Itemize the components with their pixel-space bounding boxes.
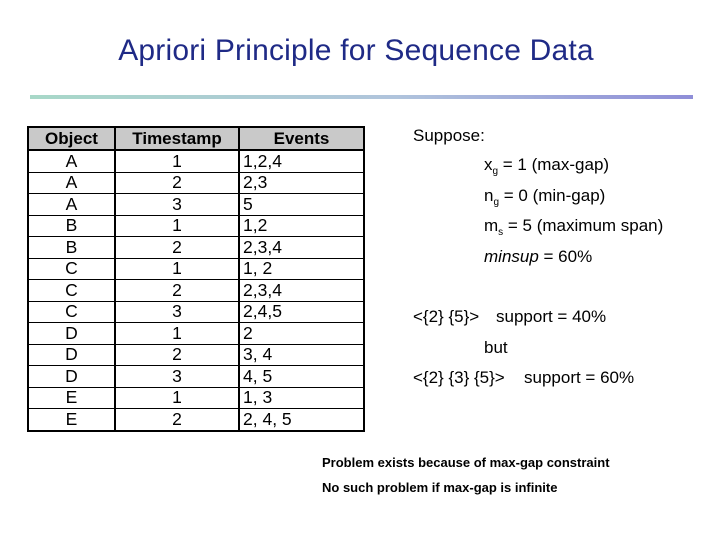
table-row <box>28 280 364 302</box>
cell-events: 2,3,4 <box>239 237 364 259</box>
sequence-table <box>27 126 365 432</box>
cell-timestamp: 2 <box>115 237 239 259</box>
cell-events: 2,3,4 <box>239 280 364 302</box>
cell-events: 3, 4 <box>239 344 364 366</box>
cell-object: C <box>28 280 115 302</box>
cell-object: B <box>28 237 115 259</box>
cell-timestamp: 3 <box>115 194 239 216</box>
table-row <box>28 344 364 366</box>
cell-timestamp: 2 <box>115 280 239 302</box>
column-header-object: Object <box>28 127 115 150</box>
max-gap-subscript: g <box>492 166 499 177</box>
table-row <box>28 301 364 323</box>
max-gap-symbol: x <box>484 155 493 174</box>
minsup-constraint <box>484 247 592 267</box>
column-header-events: Events <box>239 127 364 150</box>
suppose-heading: Suppose: <box>413 126 485 145</box>
cell-object: E <box>28 387 115 409</box>
cell-timestamp: 2 <box>115 172 239 194</box>
cell-events: 1,2 <box>239 215 364 237</box>
cell-events: 2, 4, 5 <box>239 409 364 431</box>
table-row <box>28 237 364 259</box>
cell-timestamp: 1 <box>115 387 239 409</box>
cell-events: 2,4,5 <box>239 301 364 323</box>
cell-events: 2,3 <box>239 172 364 194</box>
but-connector: but <box>484 338 508 357</box>
max-gap-constraint <box>484 155 609 175</box>
cell-object: A <box>28 194 115 216</box>
minsup-label: minsup <box>484 247 539 266</box>
cell-timestamp: 1 <box>115 323 239 345</box>
cell-timestamp: 1 <box>115 215 239 237</box>
minsup-text: = 60% <box>538 247 593 266</box>
cell-object: C <box>28 301 115 323</box>
cell-timestamp: 2 <box>115 344 239 366</box>
min-gap-text: = 0 (min-gap) <box>499 186 606 205</box>
table-row <box>28 387 364 409</box>
cell-object: A <box>28 150 115 172</box>
cell-object: A <box>28 172 115 194</box>
min-gap-subscript: g <box>493 197 500 208</box>
sequence-example-1: <{2} {5}> <box>413 307 480 326</box>
column-header-timestamp: Timestamp <box>115 127 239 150</box>
cell-object: D <box>28 323 115 345</box>
slide-title: Apriori Principle for Sequence Data <box>118 34 594 67</box>
cell-events: 4, 5 <box>239 366 364 388</box>
table-row <box>28 194 364 216</box>
cell-timestamp: 2 <box>115 409 239 431</box>
table-header-row <box>28 127 364 150</box>
cell-events: 1, 2 <box>239 258 364 280</box>
cell-events: 5 <box>239 194 364 216</box>
sequence-example-2-support: support = 60% <box>524 368 635 387</box>
cell-events: 1,2,4 <box>239 150 364 172</box>
cell-timestamp: 3 <box>115 366 239 388</box>
cell-object: D <box>28 344 115 366</box>
table-row <box>28 215 364 237</box>
max-span-subscript: s <box>498 227 504 238</box>
note-max-gap-problem: Problem exists because of max-gap constraint <box>322 455 610 470</box>
cell-object: D <box>28 366 115 388</box>
max-gap-text: = 1 (max-gap) <box>498 155 610 174</box>
cell-timestamp: 3 <box>115 301 239 323</box>
table-row <box>28 323 364 345</box>
cell-object: C <box>28 258 115 280</box>
table-row <box>28 150 364 172</box>
cell-timestamp: 1 <box>115 258 239 280</box>
table-row <box>28 366 364 388</box>
min-gap-symbol: n <box>484 186 494 205</box>
table-row <box>28 172 364 194</box>
sequence-example-1-support: support = 40% <box>496 307 607 326</box>
max-span-text: = 5 (maximum span) <box>503 216 664 235</box>
cell-events: 1, 3 <box>239 387 364 409</box>
min-gap-constraint <box>484 186 605 206</box>
cell-object: E <box>28 409 115 431</box>
cell-timestamp: 1 <box>115 150 239 172</box>
max-span-constraint <box>484 216 663 236</box>
max-span-symbol: m <box>484 216 499 235</box>
table-row <box>28 258 364 280</box>
sequence-example-2: <{2} {3} {5}> <box>413 368 505 387</box>
cell-object: B <box>28 215 115 237</box>
cell-events: 2 <box>239 323 364 345</box>
note-infinite-max-gap: No such problem if max-gap is infinite <box>322 480 558 495</box>
table-row <box>28 409 364 431</box>
title-divider <box>30 95 693 99</box>
